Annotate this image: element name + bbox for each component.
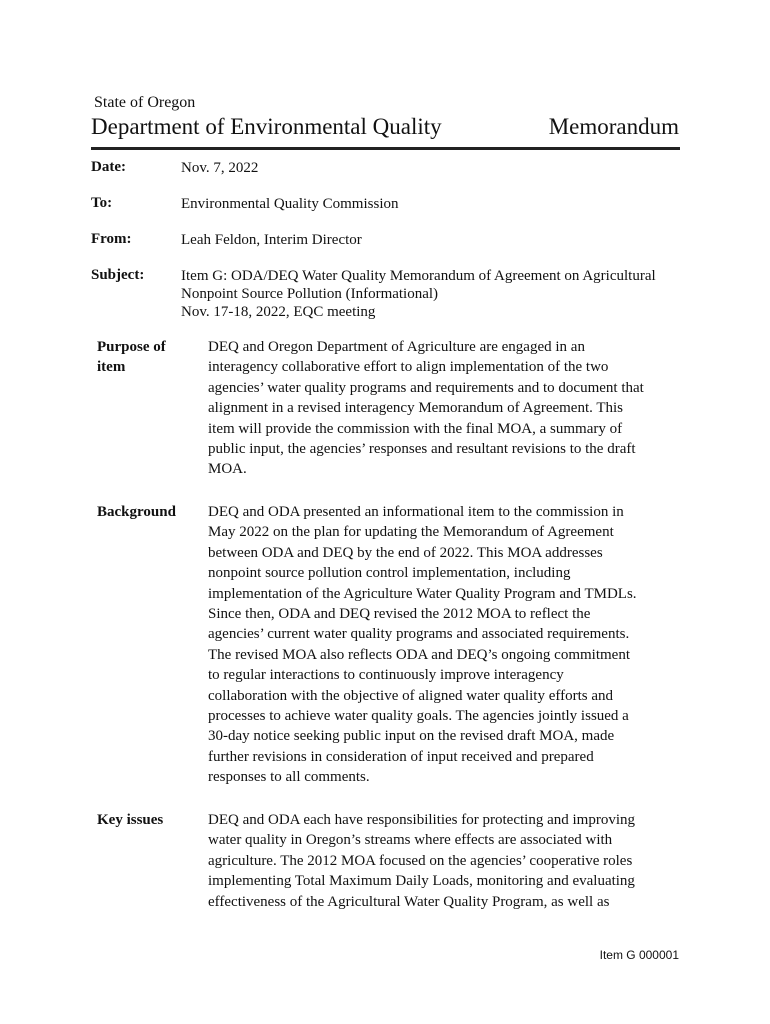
- text-line: alignment in a revised interagency Memorandum of Agreement. This: [208, 400, 624, 417]
- purpose-body: [208, 337, 644, 480]
- subject-label: Subject:: [91, 267, 145, 283]
- text-line: water quality in Oregon’s streams where effects are associated with: [208, 832, 613, 849]
- text-line: interagency collaborative effort to align implementation of the two: [208, 359, 609, 376]
- text-line: The revised MOA also reflects ODA and DEQ’s ongoing commitment: [208, 646, 631, 663]
- text-line: 30-day notice seeking public input on the revised draft MOA, made: [208, 728, 615, 745]
- to-label: To:: [91, 195, 113, 211]
- text-line: agencies’ water quality programs and requirements and to document that: [208, 379, 644, 396]
- department-title: Department of Environmental Quality: [91, 114, 442, 139]
- text-line: processes to achieve water quality goals. The agencies jointly issued a: [208, 708, 629, 725]
- from-value: Leah Feldon, Interim Director: [181, 232, 362, 248]
- text-line: implementation of the Agriculture Water Quality Program and TMDLs.: [208, 585, 637, 602]
- subject-value: [181, 267, 681, 321]
- text-line: implementing Total Maximum Daily Loads, monitoring and evaluating: [208, 873, 635, 890]
- text-line: DEQ and ODA each have responsibilities for protecting and improving: [208, 812, 635, 828]
- background-body: [208, 502, 638, 788]
- page-id: Item G 000001: [599, 948, 679, 962]
- text-line: DEQ and Oregon Department of Agriculture are engaged in an: [208, 339, 585, 355]
- to-value: Environmental Quality Commission: [181, 196, 399, 212]
- text-line: Since then, ODA and DEQ revised the 2012 MOA to reflect the: [208, 606, 591, 623]
- subject-line: Nonpoint Source Pollution (Informational): [181, 286, 439, 302]
- text-line: agriculture. The 2012 MOA focused on the agencies’ cooperative roles: [208, 852, 633, 869]
- text-line: responses to all comments.: [208, 769, 370, 786]
- key-issues-body: [208, 810, 638, 912]
- state-name: State of Oregon: [94, 94, 196, 111]
- background-label: Background: [97, 504, 176, 520]
- text-line: between ODA and DEQ by the end of 2022. This MOA addresses: [208, 544, 603, 561]
- text-line: further revisions in consideration of input received and prepared: [208, 748, 594, 765]
- purpose-label: Purpose of item: [97, 339, 166, 375]
- subject-line: Nov. 17-18, 2022, EQC meeting: [181, 304, 376, 320]
- key-issues-label: Key issues: [97, 812, 164, 828]
- text-line: agencies’ current water quality programs and associated requirements.: [208, 626, 630, 643]
- document-type: Memorandum: [548, 114, 679, 139]
- date-label: Date:: [91, 159, 126, 175]
- text-line: effectiveness of the Agricultural Water Quality Program, as well as: [208, 893, 610, 910]
- text-line: nonpoint source pollution control implementation, including: [208, 565, 571, 582]
- text-line: May 2022 on the plan for updating the Memorandum of Agreement: [208, 524, 614, 541]
- text-line: collaboration with the objective of aligned water quality efforts and: [208, 687, 614, 704]
- text-line: public input, the agencies’ responses and resultant revisions to the draft: [208, 441, 636, 458]
- text-line: item will provide the commission with the final MOA, a summary of: [208, 420, 623, 437]
- text-line: DEQ and ODA presented an informational item to the commission in: [208, 504, 624, 520]
- header-divider: [91, 147, 680, 150]
- text-line: MOA.: [208, 461, 247, 478]
- from-label: From:: [91, 231, 132, 247]
- date-value: Nov. 7, 2022: [181, 160, 259, 176]
- subject-line: Item G: ODA/DEQ Water Quality Memorandum of Agreement on Agricultural: [181, 268, 656, 284]
- text-line: to regular interactions to continuously improve interagency: [208, 667, 564, 684]
